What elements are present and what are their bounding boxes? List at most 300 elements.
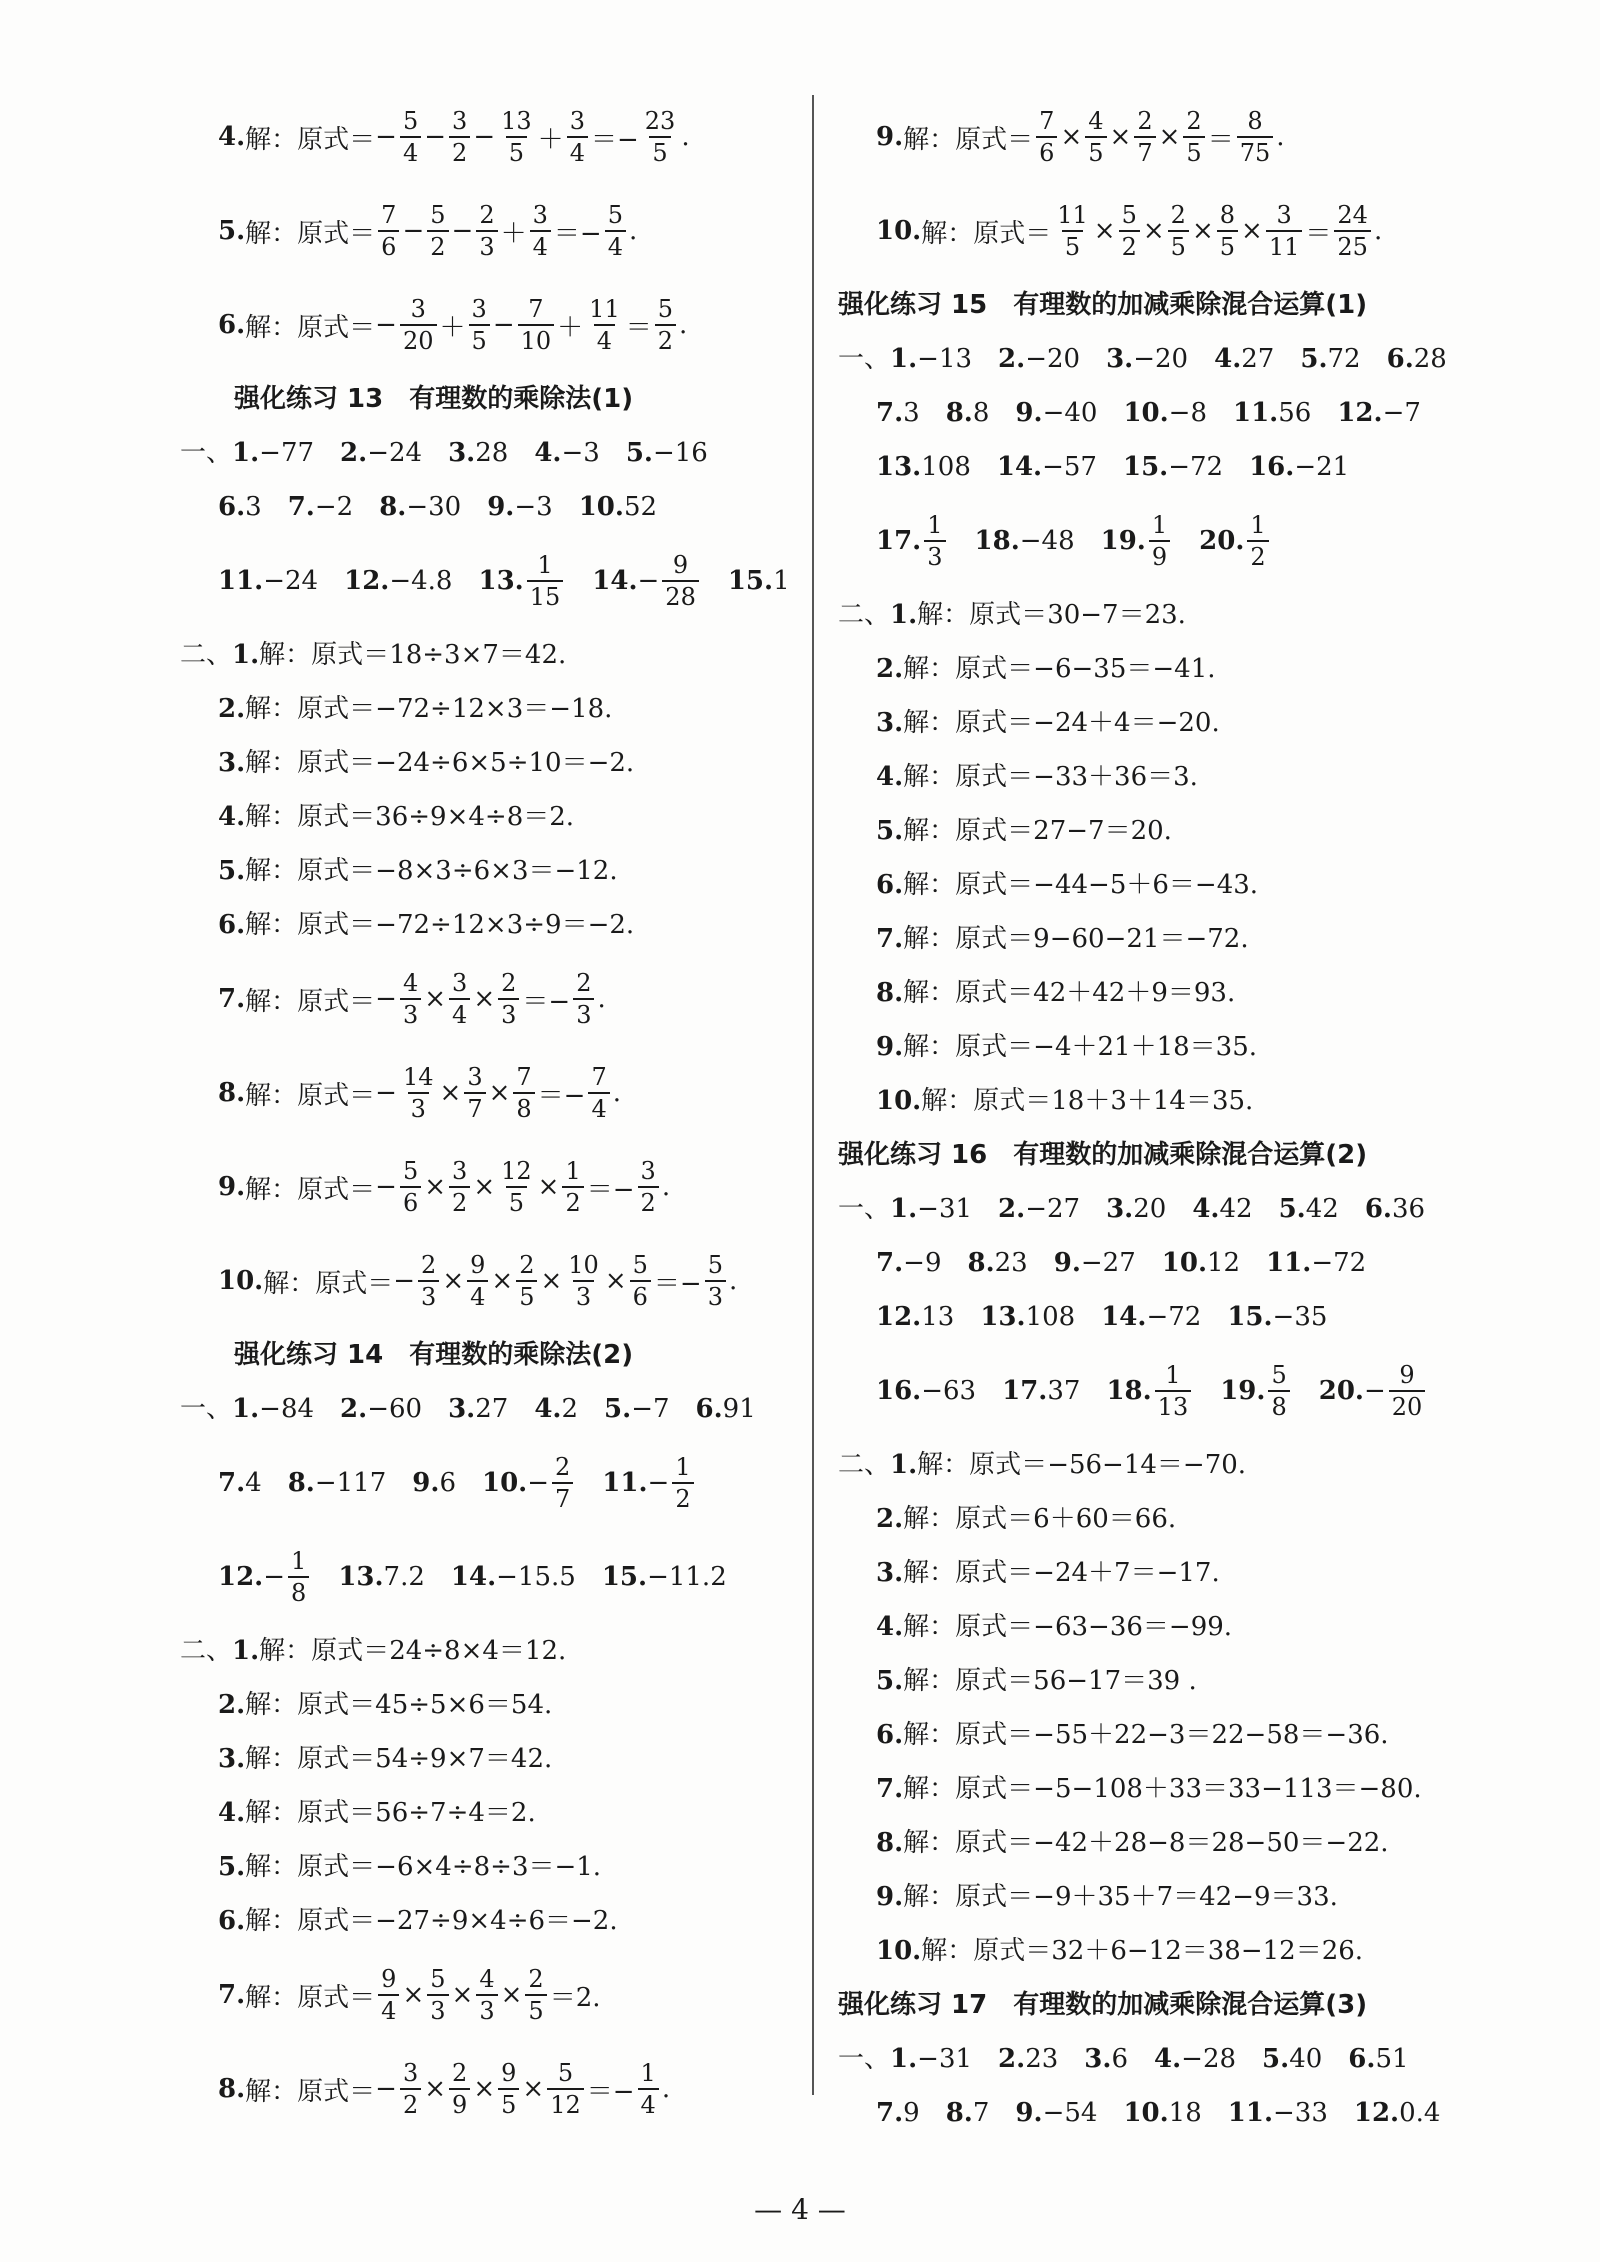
math-text: × (451, 1980, 474, 2010)
left-top-solutions (180, 90, 810, 372)
answer-number: 1. (232, 1394, 260, 1424)
answer-item (482, 1452, 576, 1514)
equation (1033, 750, 1198, 804)
solution-line (838, 804, 1548, 858)
fraction (498, 2058, 519, 2120)
fraction-numerator: 2 (528, 1965, 544, 1993)
answer-number: 12. (218, 1562, 264, 1592)
fraction (1247, 510, 1268, 572)
fraction (464, 1062, 485, 1124)
fraction-denominator: 3 (498, 998, 519, 1030)
answer-item (602, 1562, 727, 1592)
answer-value: −72 (1168, 452, 1224, 482)
question-number: 5. (218, 1852, 246, 1882)
fraction (400, 968, 421, 1030)
solution-line (180, 844, 810, 898)
answer-item (1199, 510, 1272, 572)
fraction (467, 1250, 488, 1312)
solution-line (838, 1074, 1548, 1128)
question-number: 8. (218, 1078, 246, 1108)
math-text: . (1276, 122, 1285, 152)
answer-value: −9 (903, 1248, 942, 1278)
answer-row (838, 1182, 1548, 1236)
answer-value: 7.2 (383, 1562, 425, 1592)
equation (1047, 1438, 1246, 1492)
math-text: − (637, 566, 660, 596)
fraction-denominator: 9 (449, 2088, 470, 2120)
fraction (1268, 1360, 1289, 1422)
answer-value: −16 (652, 438, 708, 468)
answer-item (946, 2086, 990, 2140)
section-15-title: 强化练习 15 有理数的加减乘除混合运算(1) (838, 290, 1368, 320)
fraction-denominator: 7 (552, 1482, 573, 1514)
answer-value: 2 (561, 1394, 579, 1424)
part-two-label: 二、 (180, 640, 233, 670)
fraction-denominator: 4 (449, 998, 470, 1030)
section-17-answers (838, 2032, 1548, 2140)
answer-value: −24 (367, 438, 423, 468)
equation (1033, 1654, 1197, 1708)
fraction-denominator: 25 (1334, 230, 1371, 262)
equation (1033, 912, 1248, 966)
solve-prefix: 解：原式＝ (903, 1720, 1034, 1750)
fraction-numerator: 5 (1121, 201, 1137, 229)
answer-value: 91 (722, 1394, 756, 1424)
solve-prefix: 解：原式＝ (245, 802, 376, 832)
answer-value: −30 (406, 492, 462, 522)
fraction-numerator: 5 (557, 2059, 574, 2087)
fraction-numerator: 1 (1151, 511, 1168, 539)
question-number: 3. (876, 708, 904, 738)
fraction (1149, 510, 1170, 572)
answer-value: −84 (259, 1394, 315, 1424)
solution-line (180, 1046, 810, 1140)
question-number: 2. (218, 694, 246, 724)
math-text: 54÷9×7＝42. (375, 1744, 553, 1774)
question-number: 2. (876, 1504, 904, 1534)
answer-item (876, 1376, 976, 1406)
solve-prefix: 解：原式＝ (903, 1828, 1034, 1858)
fraction (638, 1156, 659, 1218)
math-text: −9＋35＋7＝42−9＝33. (1033, 1882, 1338, 1912)
answer-value: −40 (1042, 398, 1098, 428)
math-text: ＝ (1207, 124, 1234, 155)
equation (1033, 642, 1215, 696)
answer-value: 7 (972, 2098, 990, 2128)
math-text: − (424, 122, 447, 152)
equation (1033, 1762, 1421, 1816)
solution-line (838, 1924, 1548, 1978)
solution-line (838, 858, 1548, 912)
fraction (449, 968, 470, 1030)
fraction-denominator: 5 (1183, 136, 1204, 168)
math-text: × (522, 2074, 545, 2104)
answer-number: 9. (1015, 2098, 1043, 2128)
math-text: × (1191, 216, 1214, 246)
answer-item (534, 426, 599, 480)
fraction-numerator: 3 (569, 107, 585, 135)
fraction-numerator: 23 (644, 107, 676, 135)
fraction-denominator: 2 (449, 136, 470, 168)
solution-line (838, 642, 1548, 696)
math-text: × (473, 984, 496, 1014)
solve-prefix: 解：原式＝ (259, 640, 390, 670)
fraction-numerator: 4 (402, 969, 419, 997)
math-text: × (424, 984, 447, 1014)
section-13-solutions (180, 628, 810, 1328)
fraction-numerator: 3 (640, 1157, 656, 1185)
math-text: 32＋6−12＝38−12＝26. (1051, 1936, 1364, 1966)
fraction (476, 200, 497, 262)
answer-number: 9. (487, 492, 515, 522)
math-text: ＝− (653, 1268, 702, 1299)
fraction-denominator: 3 (408, 1092, 429, 1124)
math-text: 18＋3＋14＝35. (1051, 1086, 1254, 1116)
answer-item (1214, 332, 1274, 386)
equation (1033, 696, 1220, 750)
fraction-denominator: 2 (655, 324, 676, 356)
part-one-label: 一、 (180, 438, 233, 468)
answer-number: 11. (1227, 2098, 1273, 2128)
answer-value: 12 (1207, 1248, 1241, 1278)
solution-line (180, 790, 810, 844)
fraction-denominator: 2 (427, 230, 448, 262)
question-number: 1. (232, 1636, 260, 1666)
answer-number: 4. (534, 1394, 562, 1424)
fraction (588, 1062, 609, 1124)
part-two-label: 二、 (838, 600, 891, 630)
answer-number: 8. (967, 1248, 995, 1278)
answer-number: 14. (450, 1562, 497, 1592)
fraction-numerator: 1 (640, 2059, 656, 2087)
solve-prefix: 解：原式＝ (903, 924, 1034, 954)
math-text: − (375, 1172, 397, 1202)
answer-number: 6. (218, 492, 246, 522)
solve-prefix: 解：原式＝ (921, 1936, 1052, 1966)
solution-line (180, 1894, 810, 1948)
section-17-title: 强化练习 17 有理数的加减乘除混合运算(3) (838, 1990, 1368, 2020)
equation (1051, 1924, 1363, 1978)
answer-number: 20. (1199, 526, 1245, 556)
answer-value: −15.5 (496, 1562, 576, 1592)
solve-prefix: 解：原式＝ (245, 986, 376, 1017)
section-14-title: 强化练习 14 有理数的乘除法(2) (234, 1340, 634, 1370)
fraction (516, 1250, 537, 1312)
fraction-numerator: 8 (1219, 201, 1236, 229)
answer-number: 7. (876, 2098, 904, 2128)
answer-item (1348, 2032, 1408, 2086)
question-number: 8. (876, 1828, 904, 1858)
answer-item (218, 480, 262, 534)
fraction (662, 550, 699, 612)
answer-value: 23 (994, 1248, 1028, 1278)
answer-number: 17. (1002, 1376, 1048, 1406)
question-number: 10. (876, 1086, 922, 1116)
fraction-denominator: 2 (1119, 230, 1140, 262)
answer-value: −72 (1146, 1302, 1202, 1332)
answer-item (487, 480, 552, 534)
question-number: 6. (218, 910, 246, 940)
answer-number: 2. (998, 2044, 1026, 2074)
math-text: . (1373, 216, 1383, 246)
answer-value: −60 (367, 1394, 423, 1424)
math-text: 6＋60＝66. (1033, 1504, 1177, 1534)
fraction-denominator: 5 (525, 1994, 546, 2026)
fraction-denominator: 3 (924, 540, 945, 572)
solve-prefix: 解：原式＝ (903, 978, 1034, 1008)
solve-prefix: 解：原式＝ (263, 1268, 394, 1299)
question-number: 7. (876, 1774, 904, 1804)
question-number: 3. (218, 748, 246, 778)
answer-number: 7. (876, 1248, 904, 1278)
answer-value: 6 (439, 1468, 456, 1498)
fraction-denominator: 4 (588, 1092, 609, 1124)
fraction (1266, 200, 1303, 262)
fraction (1085, 106, 1106, 168)
fraction-numerator: 13 (501, 107, 532, 135)
answer-item (838, 332, 972, 386)
solve-prefix: 解：原式＝ (903, 1882, 1034, 1912)
answer-number: 14. (996, 452, 1043, 482)
fraction-numerator: 1 (1165, 1361, 1181, 1389)
answer-value: 28 (1413, 344, 1447, 374)
answer-number: 16. (876, 1376, 922, 1406)
solution-line (838, 1654, 1548, 1708)
math-text: . (597, 984, 606, 1014)
answer-value: 8 (972, 398, 990, 428)
equation (389, 1624, 566, 1678)
question-number: 2. (218, 1690, 246, 1720)
equation (1051, 200, 1382, 262)
answer-value: 23 (1025, 2044, 1059, 2074)
math-text: × (1241, 216, 1263, 246)
fraction (630, 1250, 651, 1312)
answer-value: 0.4 (1399, 2098, 1441, 2128)
question-number: 6. (876, 870, 904, 900)
solution-line (838, 966, 1548, 1020)
fraction-numerator: 2 (452, 2059, 468, 2087)
answer-number: 13. (338, 1562, 384, 1592)
equation (375, 844, 617, 898)
solution-line (838, 1708, 1548, 1762)
answer-item (967, 1236, 1027, 1290)
answer-value: −27 (1080, 1248, 1136, 1278)
fraction-denominator: 8 (513, 1092, 534, 1124)
fraction-denominator: 7 (1134, 136, 1155, 168)
answer-value: 40 (1289, 2044, 1323, 2074)
solve-prefix: 解：原式＝ (245, 1744, 376, 1774)
section-16-answers (838, 1182, 1548, 1438)
solution-line (838, 184, 1548, 278)
math-text: 56−17＝39 . (1033, 1666, 1197, 1696)
section-16-title: 强化练习 16 有理数的加减乘除混合运算(2) (838, 1140, 1368, 1170)
answer-item (696, 1382, 756, 1436)
answer-item (1123, 386, 1207, 440)
fraction-numerator: 9 (381, 1965, 397, 1993)
answer-value: −63 (921, 1376, 977, 1406)
equation (375, 1894, 617, 1948)
answer-number: 6. (1364, 1194, 1392, 1224)
math-text: −63−36＝−99. (1033, 1612, 1233, 1642)
fraction (1217, 200, 1238, 262)
answer-row (838, 494, 1548, 588)
math-text: −33＋36＝3. (1033, 762, 1198, 792)
fraction-denominator: 5 (1062, 230, 1083, 262)
answer-number: 19. (1100, 526, 1146, 556)
fraction-denominator: 5 (516, 1280, 537, 1312)
answer-number: 13. (980, 1302, 1026, 1332)
solution-line (838, 1546, 1548, 1600)
fraction (400, 1156, 421, 1218)
solve-prefix: 解：原式＝ (245, 856, 376, 886)
fraction (1168, 200, 1189, 262)
solution-line (838, 1438, 1548, 1492)
fraction (1054, 200, 1091, 262)
answer-number: 2. (998, 344, 1026, 374)
fraction-denominator: 3 (573, 998, 594, 1030)
answer-number: 12. (1353, 2098, 1400, 2128)
part-one-label: 一、 (838, 2044, 891, 2074)
solve-prefix: 解：原式＝ (903, 816, 1034, 846)
math-text: − (402, 216, 425, 246)
answer-item (288, 1468, 387, 1498)
answer-number: 15. (1122, 452, 1169, 482)
answer-item (876, 386, 920, 440)
answer-number: 7. (218, 1468, 246, 1498)
solution-line (838, 1870, 1548, 1924)
math-text: 30−7＝23. (1047, 600, 1186, 630)
solve-prefix: 解：原式＝ (917, 600, 1048, 630)
fraction-numerator: 1 (565, 1157, 581, 1185)
solution-line (180, 736, 810, 790)
fraction-denominator: 5 (1217, 230, 1238, 262)
fraction (642, 106, 679, 168)
math-text: −42＋28−8＝28−50＝−22. (1033, 1828, 1389, 1858)
fraction-denominator: 3 (418, 1280, 439, 1312)
fraction (518, 294, 555, 356)
answer-number: 5. (1300, 344, 1328, 374)
math-text: − (375, 984, 397, 1014)
answer-value: 18 (1168, 2098, 1202, 2128)
answer-row (180, 1530, 810, 1624)
answer-number: 10. (1123, 398, 1169, 428)
part-two-label: 二、 (180, 1636, 233, 1666)
question-number: 8. (876, 978, 904, 1008)
answer-value: 27 (1241, 344, 1275, 374)
question-number: 4. (218, 802, 246, 832)
question-number: 9. (876, 1882, 904, 1912)
fraction (400, 1062, 437, 1124)
fraction-numerator: 12 (501, 1157, 532, 1185)
answer-number: 9. (1015, 398, 1043, 428)
fraction-denominator: 11 (1266, 230, 1303, 262)
answer-item (340, 426, 422, 480)
math-text: −55＋22−3＝22−58＝−36. (1033, 1720, 1389, 1750)
answer-value: −117 (314, 1468, 387, 1498)
solution-line (180, 898, 810, 952)
solution-line (180, 90, 810, 184)
fraction (1237, 106, 1274, 168)
answer-item (1319, 1360, 1429, 1422)
equation (375, 968, 606, 1030)
math-text: − (527, 1468, 550, 1498)
answer-value: −48 (1019, 526, 1075, 556)
math-text: × (604, 1266, 627, 1296)
question-number: 8. (218, 2074, 246, 2104)
answer-item (1192, 1182, 1252, 1236)
answer-row (180, 534, 810, 628)
answer-item (1266, 1236, 1366, 1290)
answer-number: 8. (945, 2098, 973, 2128)
answer-number: 11. (1266, 1248, 1312, 1278)
page-footer: — 4 — (754, 2193, 846, 2226)
math-text: − (492, 310, 515, 340)
solve-prefix: 解：原式＝ (245, 312, 376, 343)
fraction-denominator: 13 (1155, 1390, 1192, 1422)
answer-number: 19. (1220, 1376, 1266, 1406)
answer-number: 3. (1106, 344, 1134, 374)
fraction-numerator: 5 (632, 1251, 648, 1279)
fraction-denominator: 3 (573, 1280, 594, 1312)
fraction-numerator: 3 (452, 969, 468, 997)
solve-prefix: 解：原式＝ (917, 1450, 1048, 1480)
answer-item (1262, 2032, 1322, 2086)
math-text: − (473, 122, 496, 152)
answer-number: 1. (890, 2044, 918, 2074)
fraction-numerator: 1 (291, 1547, 307, 1575)
answer-value: 56 (1278, 398, 1312, 428)
answer-number: 13. (876, 452, 922, 482)
math-text: − (375, 1078, 397, 1108)
answer-item (876, 1290, 954, 1344)
fraction (418, 1250, 439, 1312)
fraction-numerator: 5 (707, 1251, 723, 1279)
answer-number: 2. (340, 438, 368, 468)
solution-line (838, 1762, 1548, 1816)
right-top-solutions (838, 90, 1548, 278)
solution-line (838, 1492, 1548, 1546)
section-13-title: 强化练习 13 有理数的乘除法(1) (234, 384, 634, 414)
fraction-denominator: 4 (530, 230, 551, 262)
answer-value: −28 (1181, 2044, 1237, 2074)
fraction (638, 2058, 659, 2120)
answer-value: 6 (1111, 2044, 1128, 2074)
equation (375, 1840, 601, 1894)
math-text: × (402, 1980, 425, 2010)
equation (375, 898, 634, 952)
answer-value: −33 (1273, 2098, 1328, 2128)
answer-number: 15. (727, 566, 774, 596)
answer-item (218, 1546, 312, 1608)
answer-value: −35 (1272, 1302, 1328, 1332)
answer-number: 1. (890, 344, 918, 374)
answer-item (344, 566, 452, 596)
answer-number: 10. (481, 1468, 528, 1498)
answer-item (592, 550, 702, 612)
answer-row (180, 480, 810, 534)
fraction-denominator: 8 (288, 1576, 309, 1608)
right-column (838, 90, 1548, 2140)
solve-prefix: 解：原式＝ (245, 1982, 376, 2013)
equation (375, 682, 612, 736)
fraction (924, 510, 945, 572)
fraction-numerator: 9 (501, 2059, 517, 2087)
fraction-numerator: 11 (589, 295, 620, 323)
question-number: 7. (218, 984, 246, 1014)
fraction-numerator: 4 (1088, 107, 1104, 135)
answer-item (876, 2086, 920, 2140)
answer-item (975, 526, 1075, 556)
